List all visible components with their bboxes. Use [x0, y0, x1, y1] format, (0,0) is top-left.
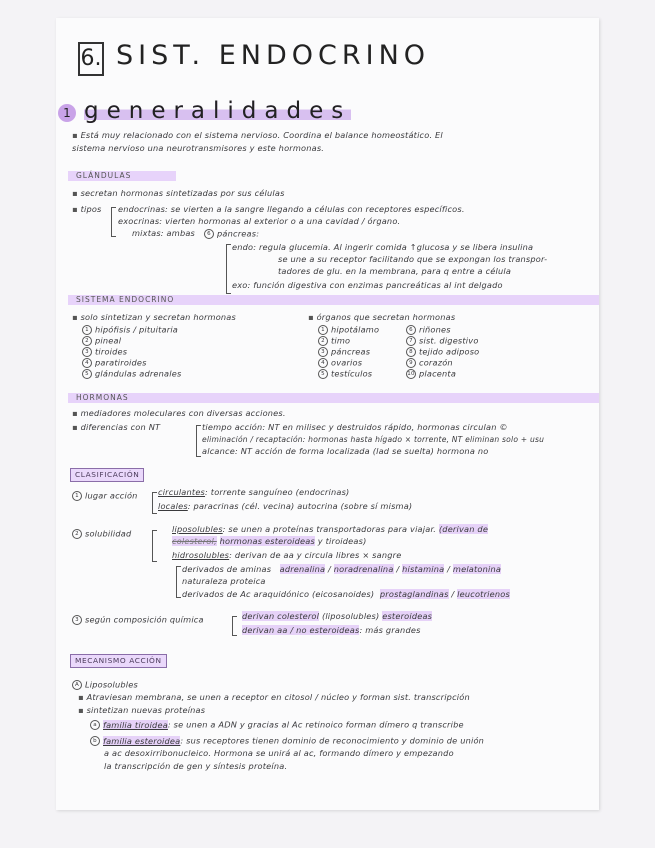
organ-5 — [318, 369, 372, 379]
organ-4 — [318, 358, 362, 368]
fam-b-key: familia esteroidea — [103, 735, 181, 746]
diferencias-label: ▪ diferencias con NT — [72, 423, 160, 433]
gland-2-text: pineal — [95, 335, 122, 346]
mec-circle: A — [72, 680, 82, 690]
heading-glandulas: GLÁNDULAS — [68, 171, 176, 181]
gland-2 — [82, 336, 121, 346]
eicos-2: leucotrienos — [457, 589, 510, 599]
organ-10-text: placenta — [419, 368, 457, 379]
intro-line-1: ▪ Está muy relacionado con el sistema nervioso. Coordina el balance homeostático. El — [72, 131, 443, 141]
circulantes-key: circulantes — [158, 487, 206, 497]
organ-7-text: sist. digestivo — [419, 335, 479, 346]
tipo-mixtas-example — [204, 229, 259, 239]
lugar-bracket — [152, 492, 157, 514]
mec-familia-esteroidea — [90, 736, 484, 746]
gland-5 — [82, 369, 181, 379]
tiroideas-text: y tiroideas) — [317, 536, 367, 546]
organ-2-text: timo — [331, 335, 351, 346]
organ-9 — [406, 358, 453, 368]
gland-3 — [82, 347, 127, 357]
hormonas-esteroideas-text: hormonas esteroideas — [219, 536, 315, 546]
gland-1-num: 1 — [82, 325, 92, 335]
organ-2 — [318, 336, 350, 346]
gland-5-num: 5 — [82, 369, 92, 379]
fam-b-circle: b — [90, 736, 100, 746]
organ-5-text: testículos — [331, 368, 373, 379]
pancreas-endo-3: tadores de glu. en la membrana, para q entre a célula — [278, 266, 512, 276]
glandulas-bullet: ▪ secretan hormonas sintetizadas por sus células — [72, 189, 285, 199]
organ-6 — [406, 325, 451, 335]
organ-3 — [318, 347, 370, 357]
fam-b-value: : sus receptores tienen dominio de reconocimiento y dominio de unión — [180, 735, 485, 746]
dif-eliminacion: eliminación / recaptación: hormonas hasta hígado × torrente, NT eliminan solo + usu — [202, 435, 545, 444]
organ-2-num: 2 — [318, 336, 328, 346]
dif-alcance: alcance: NT acción de forma localizada (lad se suelta) hormona no — [202, 446, 489, 456]
organ-7-num: 7 — [406, 336, 416, 346]
mec-familia-esteroidea-2: a ac desoxirribonucleico. Hormona se unirá al ac, formando dímero y empezando — [104, 748, 454, 758]
gland-5-text: glándulas adrenales — [95, 368, 182, 379]
quimica-bracket — [232, 616, 237, 636]
quim-colesterol-value: (liposolubles) — [321, 611, 380, 621]
organ-9-text: corazón — [419, 357, 453, 368]
heading-mecanismo: MECANISMO ACCIÓN — [70, 654, 167, 668]
gland-2-num: 2 — [82, 336, 92, 346]
section-number: 1 — [58, 104, 76, 122]
section-title-text: generalidades — [84, 98, 352, 124]
organ-1 — [318, 325, 379, 335]
quim-esteroideas: esteroideas — [382, 611, 433, 621]
pancreas-label: páncreas: — [217, 228, 260, 239]
eicosanoides-label: derivados de Ac araquidónico (eicosanoides) — [182, 589, 375, 599]
pancreas-endo: endo: regula glucemia. Al ingerir comida ↑glucosa y se libera insulina — [232, 242, 534, 252]
organ-1-text: hipotálamo — [331, 324, 380, 335]
organ-3-num: 3 — [318, 347, 328, 357]
quimica-label — [72, 615, 204, 625]
gland-1 — [82, 325, 178, 335]
organ-8-num: 8 — [406, 347, 416, 357]
organ-1-num: 1 — [318, 325, 328, 335]
tipos-label: ▪ tipos — [72, 205, 102, 215]
heading-sistema: SISTEMA ENDOCRINO — [68, 295, 599, 305]
aminas-label: derivados de aminas — [182, 564, 272, 574]
quim-colesterol — [242, 612, 432, 622]
hidro-proteica: naturaleza proteica — [182, 576, 266, 586]
locales-value: : paracrinas (cél. vecina) autocrina (sobre sí misma) — [187, 501, 413, 511]
mec-familia-tiroidea — [90, 720, 464, 730]
notebook-page — [56, 18, 599, 810]
lugar-circulantes — [158, 488, 349, 498]
tipos-bracket — [111, 207, 116, 237]
solubilidad-label-text: solubilidad — [85, 528, 132, 539]
liposolubles-derivan: (derivan de — [438, 524, 489, 534]
fam-a-value: : se unen a ADN y gracias al Ac retinoico forman dímero q transcribe — [167, 719, 464, 730]
gland-4-num: 4 — [82, 358, 92, 368]
intro-line-2: sistema nervioso una neurotransmisores y este hormonas. — [72, 143, 325, 153]
hidro-eicosanoides: derivados de Ac araquidónico (eicosanoides) prostaglandinas / leucotrienos — [182, 589, 510, 599]
amina-4: melatonina — [452, 564, 502, 574]
amina-3: histamina — [402, 564, 445, 574]
organ-10 — [406, 369, 456, 379]
quim-aa-key: derivan aa / no esteroideas — [242, 625, 360, 635]
hormonas-bullet: ▪ mediadores moleculares con diversas acciones. — [72, 409, 286, 419]
dif-tiempo: tiempo acción: NT en milisec y destruidos rápido, hormonas circulan © — [202, 422, 508, 432]
organ-6-text: riñones — [419, 324, 451, 335]
lugar-accion-label — [72, 491, 138, 501]
mec-lipo-title: Liposolubles — [85, 679, 138, 690]
gland-3-num: 3 — [82, 347, 92, 357]
organ-5-num: 5 — [318, 369, 328, 379]
sistema-left-intro: ▪ solo sintetizan y secretan hormonas — [72, 313, 236, 323]
tipo-exocrinas: exocrinas: vierten hormonas al exterior o a una cavidad / órgano. — [118, 216, 401, 226]
organ-4-text: ovarios — [331, 357, 363, 368]
mec-liposolubles — [72, 680, 138, 690]
organ-8-text: tejido adiposo — [419, 346, 480, 357]
organ-6-num: 6 — [406, 325, 416, 335]
fam-a-key: familia tiroidea — [103, 719, 168, 730]
organ-7 — [406, 336, 479, 346]
quim-aa-value: : más grandes — [359, 625, 421, 635]
page-title: SIST. ENDOCRINO — [116, 40, 431, 71]
lugar-circle: 1 — [72, 491, 82, 501]
sistema-right-intro: ▪ órganos que secretan hormonas — [308, 313, 455, 323]
solubilidad-bracket — [152, 530, 157, 562]
organ-8 — [406, 347, 479, 357]
organ-10-num: 10 — [407, 371, 415, 377]
mec-familia-esteroidea-3: la transcripción de gen y síntesis proteína. — [104, 761, 288, 771]
hidrosolubles-key: hidrosolubles — [172, 550, 230, 560]
heading-hormonas: HORMONAS — [68, 393, 599, 403]
liposolubles-row-2 — [172, 537, 366, 547]
solubilidad-circle: 2 — [72, 529, 82, 539]
amina-1: adrenalina — [279, 564, 326, 574]
quim-colesterol-key: derivan colesterol — [242, 611, 320, 621]
colesterol-text: colesterol, — [172, 536, 217, 546]
lugar-label-text: lugar acción — [85, 490, 138, 501]
fam-a-circle: a — [90, 720, 100, 730]
pancreas-endo-2: se une a su receptor facilitando que se expongan los transpor- — [278, 254, 548, 264]
mec-b2: ▪ sintetizan nuevas proteínas — [78, 706, 205, 716]
solubilidad-label — [72, 529, 131, 539]
gland-1-text: hipófisis / pituitaria — [95, 324, 179, 335]
quim-aa — [242, 626, 421, 636]
quimica-circle: 3 — [72, 615, 82, 625]
gland-3-text: tiroides — [95, 346, 128, 357]
section-title — [84, 98, 351, 126]
organ-9-num: 9 — [406, 358, 416, 368]
gland-4 — [82, 358, 147, 368]
hidrosolubles-value: : derivan de aa y circula libres × sangre — [229, 550, 402, 560]
circulantes-value: : torrente sanguíneo (endocrinas) — [205, 487, 350, 497]
diferencias-bracket — [196, 425, 201, 457]
hidro-aminas: derivados de aminas adrenalina / noradrenalina / histamina / melatonina — [182, 564, 502, 574]
locales-key: locales — [158, 501, 188, 511]
lugar-locales — [158, 502, 412, 512]
gland-4-text: paratiroides — [95, 357, 147, 368]
hidrosolubles-row — [172, 551, 401, 561]
liposolubles-row — [172, 525, 488, 535]
eicos-1: prostaglandinas — [379, 589, 449, 599]
liposolubles-key: liposolubles — [172, 524, 223, 534]
pancreas-exo: exo: función digestiva con enzimas pancreáticas al int delgado — [232, 280, 503, 290]
mixtas-circle-number: 6 — [204, 229, 214, 239]
chapter-number: 6. — [78, 42, 104, 76]
amina-2: noradrenalina — [333, 564, 394, 574]
hidro-bracket — [176, 566, 181, 598]
heading-clasificacion: CLASIFICACIÓN — [70, 468, 144, 482]
liposolubles-value: : se unen a proteínas transportadoras para viajar. — [222, 524, 437, 534]
tipo-mixtas: mixtas: ambas — [132, 228, 196, 238]
organ-3-text: páncreas — [331, 346, 371, 357]
mec-b1: ▪ Atraviesan membrana, se unen a receptor en citosol / núcleo y forman sist. transcripción — [78, 693, 470, 703]
organ-4-num: 4 — [318, 358, 328, 368]
tipo-endocrinas: endocrinas: se vierten a la sangre llegando a células con receptores específicos. — [118, 204, 465, 214]
quimica-label-text: según composición química — [85, 614, 204, 625]
pancreas-bracket — [226, 244, 231, 294]
